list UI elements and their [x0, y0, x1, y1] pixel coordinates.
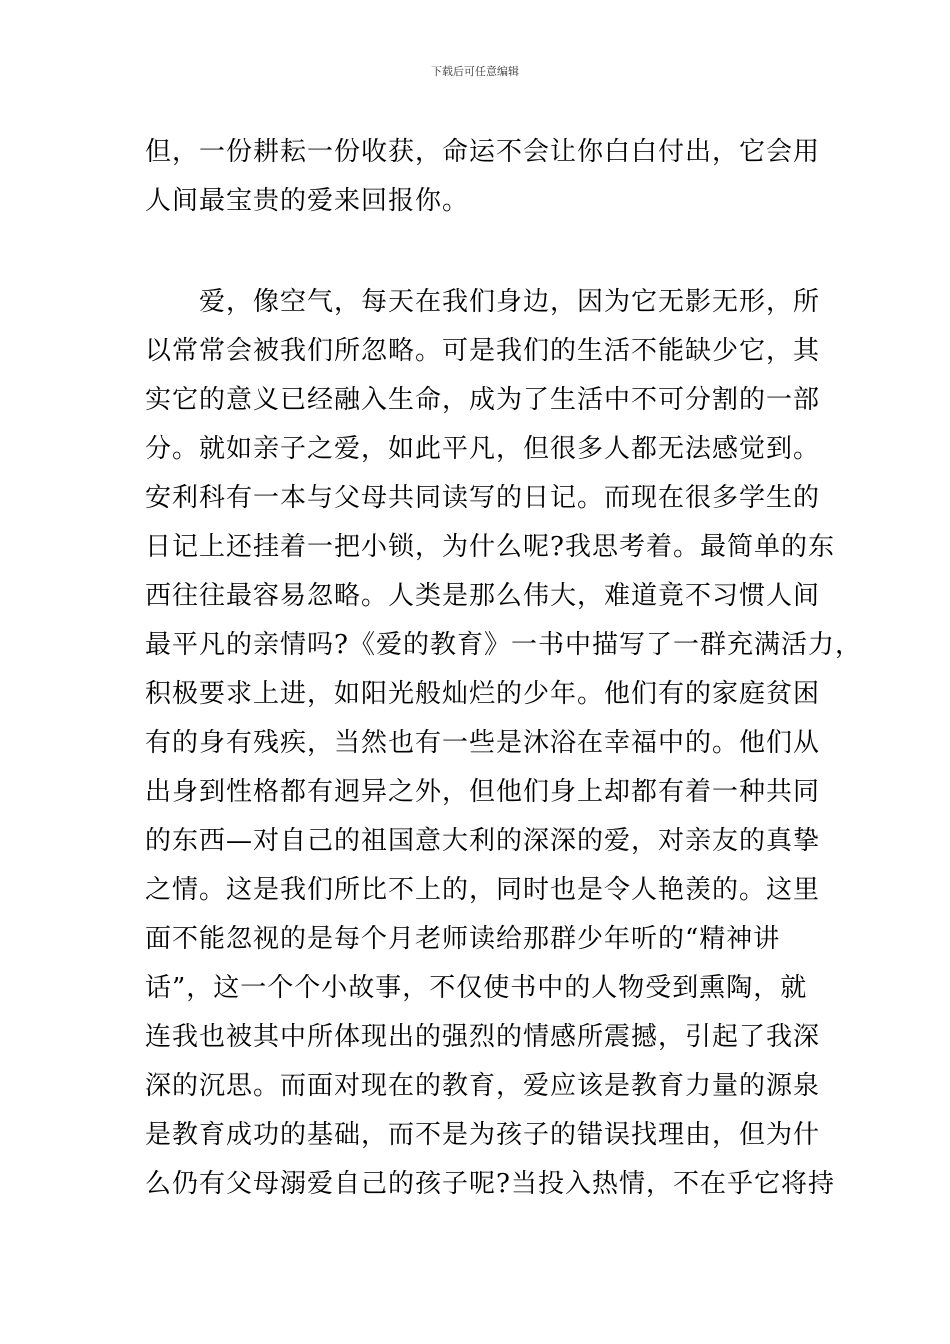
page-header: 下载后可任意编辑 — [431, 65, 519, 78]
text-line: 的东西—对自己的祖国意大利的深深的爱，对亲友的真挚 — [145, 826, 821, 856]
text-line: 人间最宝贵的爱来回报你。 — [145, 186, 470, 216]
text-line: 但，一份耕耘一份收获，命运不会让你白白付出，它会用 — [145, 137, 821, 167]
text-line: 分。就如亲子之爱，如此平凡，但很多人都无法感觉到。 — [145, 434, 821, 464]
text-line: 面不能忽视的是每个月老师读给那群少年听的“精神讲 — [145, 924, 781, 954]
text-line: 实它的意义已经融入生命，成为了生活中不可分割的一部 — [145, 385, 821, 415]
text-line: 积极要求上进，如阳光般灿烂的少年。他们有的家庭贫困 — [145, 679, 821, 709]
text-line: 安利科有一本与父母共同读写的日记。而现在很多学生的 — [145, 483, 821, 513]
text-line: 日记上还挂着一把小锁，为什么呢?我思考着。最简单的东 — [145, 532, 835, 562]
text-line: 以常常会被我们所忽略。可是我们的生活不能缺少它，其 — [145, 336, 821, 366]
paragraph-1 — [145, 128, 821, 226]
text-line: 出身到性格都有迥异之外，但他们身上却都有着一种共同 — [145, 777, 821, 807]
paragraph-2 — [145, 278, 862, 1209]
text-line: 最平凡的亲情吗?《爱的教育》一书中描写了一群充满活力， — [145, 630, 862, 660]
text-line: 之情。这是我们所比不上的，同时也是令人艳羡的。这里 — [145, 875, 821, 905]
text-line: 深的沉思。而面对现在的教育，爱应该是教育力量的源泉 — [145, 1071, 821, 1101]
text-line: 是教育成功的基础，而不是为孩子的错误找理由，但为什 — [145, 1120, 821, 1150]
text-line: 话”，这一个个小故事，不仅使书中的人物受到熏陶，就 — [145, 973, 808, 1003]
text-line: 爱，像空气，每天在我们身边，因为它无影无形，所 — [145, 287, 821, 317]
text-line: 么仍有父母溺爱自己的孩子呢?当投入热情，不在乎它将持 — [145, 1169, 835, 1199]
text-line: 有的身有残疾，当然也有一些是沐浴在幸福中的。他们从 — [145, 728, 821, 758]
text-line: 连我也被其中所体现出的强烈的情感所震撼，引起了我深 — [145, 1022, 821, 1052]
text-line: 西往往最容易忽略。人类是那么伟大，难道竟不习惯人间 — [145, 581, 821, 611]
